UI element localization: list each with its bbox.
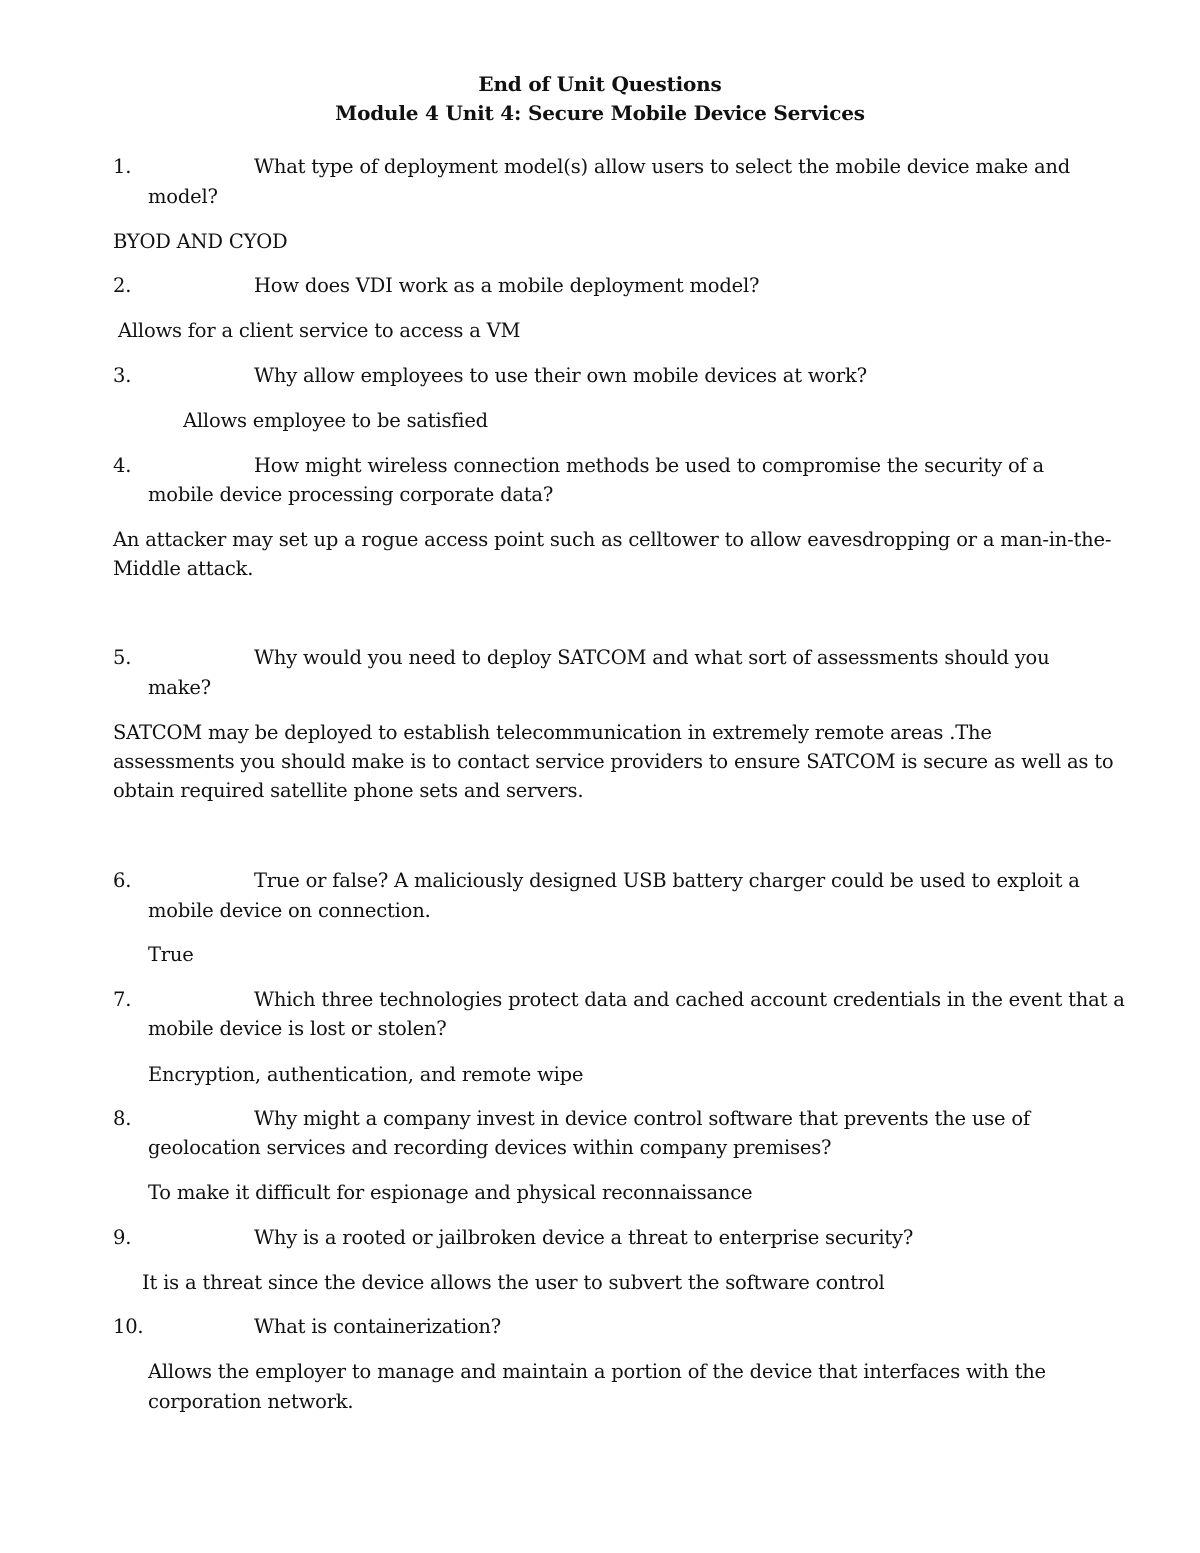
question-number: 6. [113, 869, 132, 892]
answer-text-continued: obtain required satellite phone sets and servers. [113, 779, 584, 802]
question-number: 3. [113, 364, 132, 387]
question-text-continued: make? [148, 676, 211, 699]
answer-text: It is a threat since the device allows the user to subvert the software control [142, 1271, 885, 1294]
answer-text-continued: assessments you should make is to contact service providers to ensure SATCOM is secure as well as to [113, 750, 1114, 773]
question-text: Why is a rooted or jailbroken device a threat to enterprise security? [254, 1226, 914, 1249]
question-text-continued: mobile device processing corporate data? [148, 483, 554, 506]
question-text-continued: geolocation services and recording devices within company premises? [148, 1136, 832, 1159]
answer-text: True [148, 943, 194, 966]
answer-text-continued: corporation network. [148, 1390, 354, 1413]
answer-text: An attacker may set up a rogue access point such as celltower to allow eavesdropping or a man-in-the- [113, 528, 1112, 551]
question-number: 9. [113, 1226, 132, 1249]
question-number: 10. [113, 1315, 144, 1338]
question-number: 4. [113, 454, 132, 477]
question-text: Why might a company invest in device control software that prevents the use of [254, 1107, 1030, 1130]
question-text-continued: model? [148, 185, 218, 208]
question-text-continued: mobile device on connection. [148, 899, 431, 922]
question-text: What is containerization? [254, 1315, 502, 1338]
question-text: True or false? A maliciously designed USB battery charger could be used to exploit a [254, 869, 1080, 892]
question-number: 8. [113, 1107, 132, 1130]
question-number: 2. [113, 274, 132, 297]
answer-text: BYOD AND CYOD [113, 230, 288, 253]
question-text: How does VDI work as a mobile deployment model? [254, 274, 760, 297]
document-title: End of Unit Questions [478, 72, 722, 96]
answer-text: Allows the employer to manage and maintain a portion of the device that interfaces with the [148, 1360, 1046, 1383]
answer-text-continued: Middle attack. [113, 557, 254, 580]
answer-text: Encryption, authentication, and remote wipe [148, 1063, 584, 1086]
question-text: Why would you need to deploy SATCOM and what sort of assessments should you [254, 646, 1050, 669]
question-text: What type of deployment model(s) allow users to select the mobile device make and [254, 155, 1071, 178]
question-text: Which three technologies protect data and cached account credentials in the event that a [254, 988, 1125, 1011]
question-number: 5. [113, 646, 132, 669]
question-text: Why allow employees to use their own mobile devices at work? [254, 364, 867, 387]
question-number: 7. [113, 988, 132, 1011]
question-text-continued: mobile device is lost or stolen? [148, 1017, 447, 1040]
answer-text: Allows employee to be satisfied [183, 409, 488, 432]
question-number: 1. [113, 155, 132, 178]
question-text: How might wireless connection methods be used to compromise the security of a [254, 454, 1044, 477]
answer-text: SATCOM may be deployed to establish telecommunication in extremely remote areas .The [113, 721, 992, 744]
answer-text: To make it difficult for espionage and physical reconnaissance [148, 1181, 753, 1204]
document-subtitle: Module 4 Unit 4: Secure Mobile Device Services [335, 101, 865, 125]
answer-text: Allows for a client service to access a VM [118, 319, 521, 342]
